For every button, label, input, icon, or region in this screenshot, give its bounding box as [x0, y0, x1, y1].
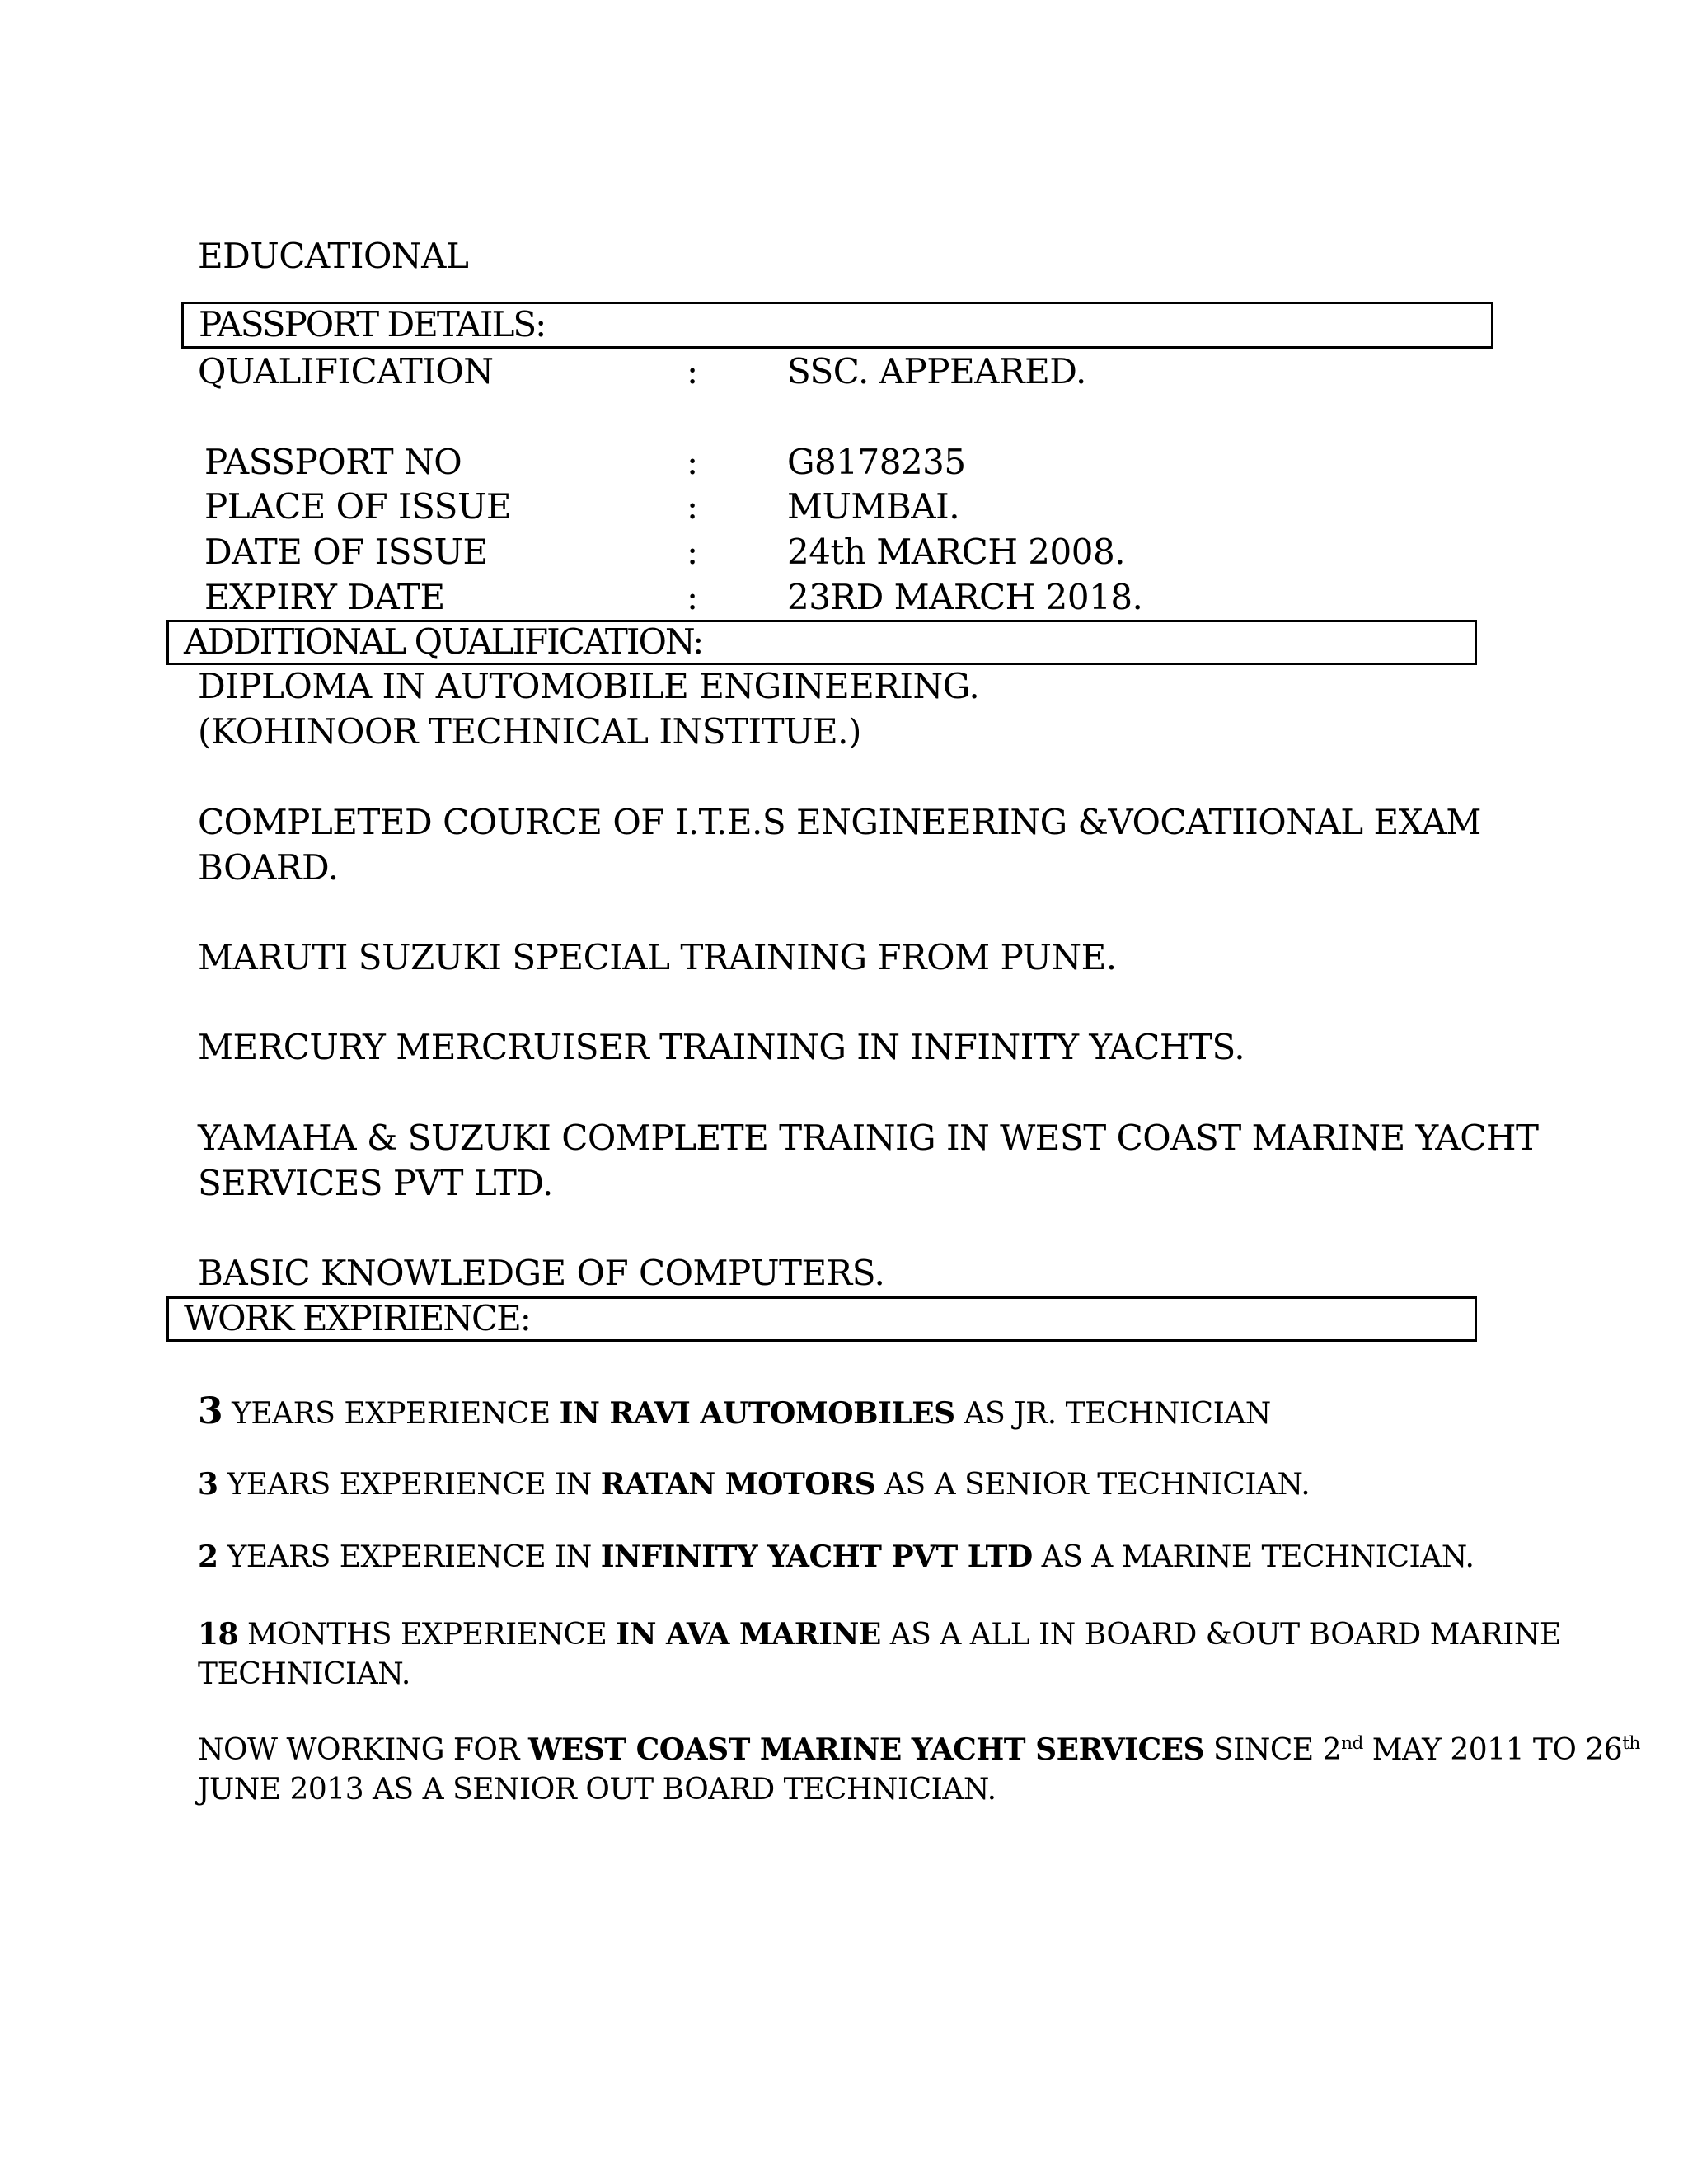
- place-of-issue-label: PLACE OF ISSUE: [204, 486, 512, 527]
- expiry-date-value: 23RD MARCH 2018.: [787, 577, 1143, 617]
- additional-qualification-header: [166, 620, 1477, 665]
- work-entry-west-coast-line-2: JUNE 2013 AS A SENIOR OUT BOARD TECHNICIAN.: [198, 1773, 996, 1807]
- work-experience-header: [166, 1296, 1477, 1342]
- work-entry-role: AS A MARINE TECHNICIAN.: [1032, 1540, 1475, 1574]
- passport-details-title: PASSPORT DETAILS:: [199, 304, 546, 344]
- mercury-training-line: MERCURY MERCRUISER TRAINING IN INFINITY YACHTS.: [198, 1027, 1245, 1067]
- date-of-issue-value: 24th MARCH 2008.: [787, 532, 1126, 572]
- ordinal-suffix: th: [1622, 1733, 1640, 1754]
- work-entry-company: IN AVA MARINE: [616, 1617, 881, 1652]
- diploma-line: DIPLOMA IN AUTOMOBILE ENGINEERING.: [198, 666, 980, 706]
- work-entry-role: AS JR. TECHNICIAN: [954, 1397, 1271, 1431]
- work-entry-role: AS A ALL IN BOARD &OUT BOARD MARINE: [880, 1618, 1561, 1652]
- work-entry-ava: [198, 1617, 1561, 1652]
- yamaha-training-line-2: SERVICES PVT LTD.: [198, 1163, 553, 1203]
- work-entry-west-coast: [198, 1732, 1640, 1768]
- passport-no-value: G8178235: [787, 442, 966, 482]
- work-entry-infinity: [198, 1540, 1474, 1575]
- work-entry-ava-line-2: TECHNICIAN.: [198, 1657, 410, 1691]
- work-entry-company: INFINITY YACHT PVT LTD: [600, 1540, 1033, 1574]
- work-entry-since: SINCE 2: [1204, 1733, 1342, 1767]
- work-entry-years: 2: [198, 1540, 218, 1574]
- work-entry-text: YEARS EXPERIENCE: [223, 1397, 560, 1431]
- work-experience-title: WORK EXPIRIENCE:: [184, 1298, 530, 1338]
- yamaha-training-line-1: YAMAHA & SUZUKI COMPLETE TRAINIG IN WEST COAST MARINE YACHT: [198, 1118, 1539, 1158]
- work-entry-text: YEARS EXPERIENCE IN: [218, 1540, 601, 1574]
- date-of-issue-label: DATE OF ISSUE: [204, 532, 488, 572]
- maruti-training-line: MARUTI SUZUKI SPECIAL TRAINING FROM PUNE.: [198, 937, 1117, 977]
- work-entry-period: MAY 2011 TO 26: [1362, 1733, 1623, 1767]
- work-entry-years: 18: [198, 1617, 239, 1652]
- passport-details-header: [181, 302, 1493, 349]
- qualification-label: QUALIFICATION: [198, 351, 494, 391]
- work-entry-years: 3: [198, 1467, 218, 1502]
- date-of-issue-separator: :: [687, 532, 698, 572]
- ordinal-suffix: nd: [1341, 1733, 1363, 1754]
- work-entry-text: YEARS EXPERIENCE IN: [218, 1468, 601, 1502]
- qualification-separator: :: [687, 351, 698, 391]
- work-entry-company: RATAN MOTORS: [600, 1467, 876, 1502]
- work-entry-ratan: [198, 1467, 1310, 1502]
- ites-line-1: COMPLETED COURCE OF I.T.E.S ENGINEERING &VOCATIIONAL EXAM: [198, 802, 1481, 842]
- expiry-date-separator: :: [687, 577, 698, 617]
- ites-line-2: BOARD.: [198, 847, 339, 888]
- work-entry-text: NOW WORKING FOR: [198, 1733, 528, 1767]
- computers-line: BASIC KNOWLEDGE OF COMPUTERS.: [198, 1253, 885, 1293]
- institute-line: (KOHINOOR TECHNICAL INSTITUE.): [198, 711, 861, 752]
- work-entry-text: MONTHS EXPERIENCE: [238, 1618, 617, 1652]
- place-of-issue-value: MUMBAI.: [787, 486, 960, 527]
- work-entry-years: 3: [198, 1390, 223, 1432]
- work-entry-company: WEST COAST MARINE YACHT SERVICES: [528, 1732, 1205, 1767]
- passport-no-label: PASSPORT NO: [204, 442, 462, 482]
- expiry-date-label: EXPIRY DATE: [204, 577, 445, 617]
- passport-no-separator: :: [687, 442, 698, 482]
- additional-qualification-title: ADDITIONAL QUALIFICATION:: [184, 621, 703, 662]
- work-entry-ravi: [198, 1390, 1271, 1434]
- work-entry-role: AS A SENIOR TECHNICIAN.: [875, 1468, 1311, 1502]
- work-entry-company: IN RAVI AUTOMOBILES: [559, 1396, 955, 1431]
- educational-heading: EDUCATIONAL: [198, 236, 469, 276]
- place-of-issue-separator: :: [687, 486, 698, 527]
- qualification-value: SSC. APPEARED.: [787, 351, 1086, 391]
